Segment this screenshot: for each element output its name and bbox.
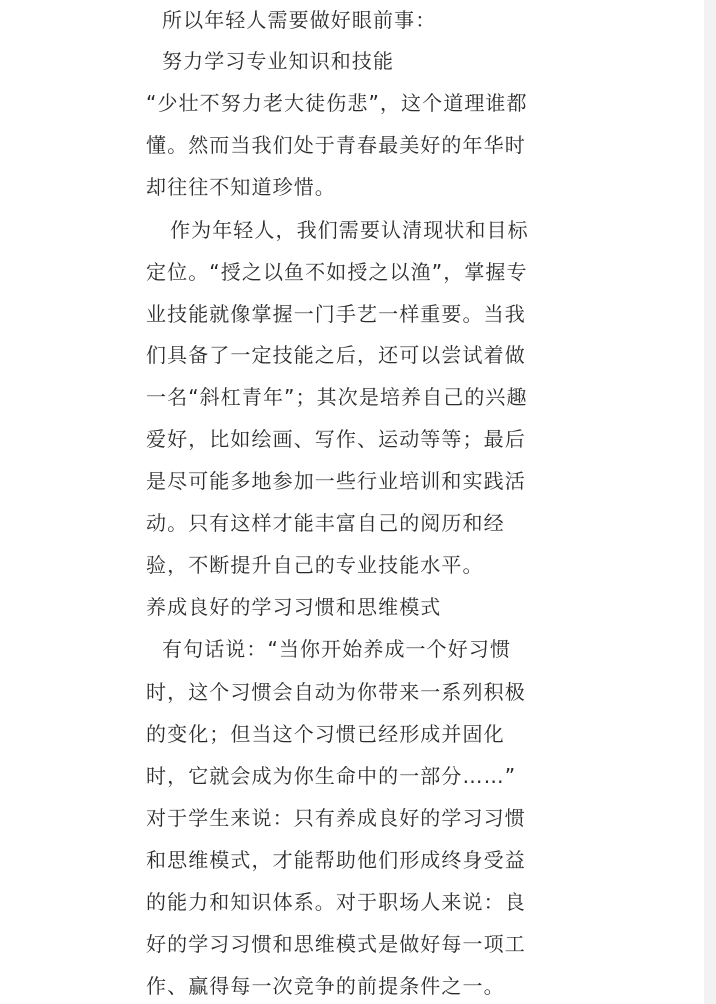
text-line-13: 动。只有这样才能丰富自己的阅历和经 [146,511,505,535]
text-line-17: 时，这个习惯会自动为你带来一系列积极 [146,680,526,704]
text-line-5: 却往往不知道珍惜。 [146,175,336,199]
text-line-23: 好的学习习惯和思维模式是做好每一项工 [146,932,526,956]
section-heading-2: 养成良好的学习习惯和思维模式 [146,595,442,619]
text-line-3: “少壮不努力老大徒伤悲”，这个道理谁都 [146,91,528,115]
text-line-12: 是尽可能多地参加一些行业培训和实践活 [146,469,526,493]
text-line-7: 定位。“授之以鱼不如授之以渔”，掌握专 [146,260,528,284]
section-heading-1: 努力学习专业知识和技能 [162,49,395,73]
text-line-19: 时，它就会成为你生命中的一部分……” [146,764,517,788]
text-line-20: 对于学生来说：只有养成良好的学习习惯 [146,806,526,830]
text-line-11: 爱好，比如绘画、写作、运动等等；最后 [146,427,526,451]
text-line-8: 业技能就像掌握一门手艺一样重要。当我 [146,302,526,326]
text-line-4: 懂。然而当我们处于青春最美好的年华时 [146,133,526,157]
text-line-1: 所以年轻人需要做好眼前事： [162,8,437,32]
text-line-10: 一名“斜杠青年”；其次是培养自己的兴趣 [146,385,528,409]
text-line-16: 有句话说：“当你开始养成一个好习惯 [162,637,512,661]
text-line-9: 们具备了一定技能之后，还可以尝试着做 [146,343,526,367]
text-line-14: 验，不断提升自己的专业技能水平。 [146,553,484,577]
text-line-21: 和思维模式，才能帮助他们形成终身受益 [146,848,526,872]
text-line-18: 的变化；但当这个习惯已经形成并固化 [146,722,505,746]
text-line-22: 的能力和知识体系。对于职场人来说：良 [146,890,526,914]
text-line-6: 作为年轻人，我们需要认清现状和目标 [170,218,529,242]
page-edge [704,0,716,1004]
text-line-24: 作、赢得每一次竞争的前提条件之一。 [146,974,505,998]
